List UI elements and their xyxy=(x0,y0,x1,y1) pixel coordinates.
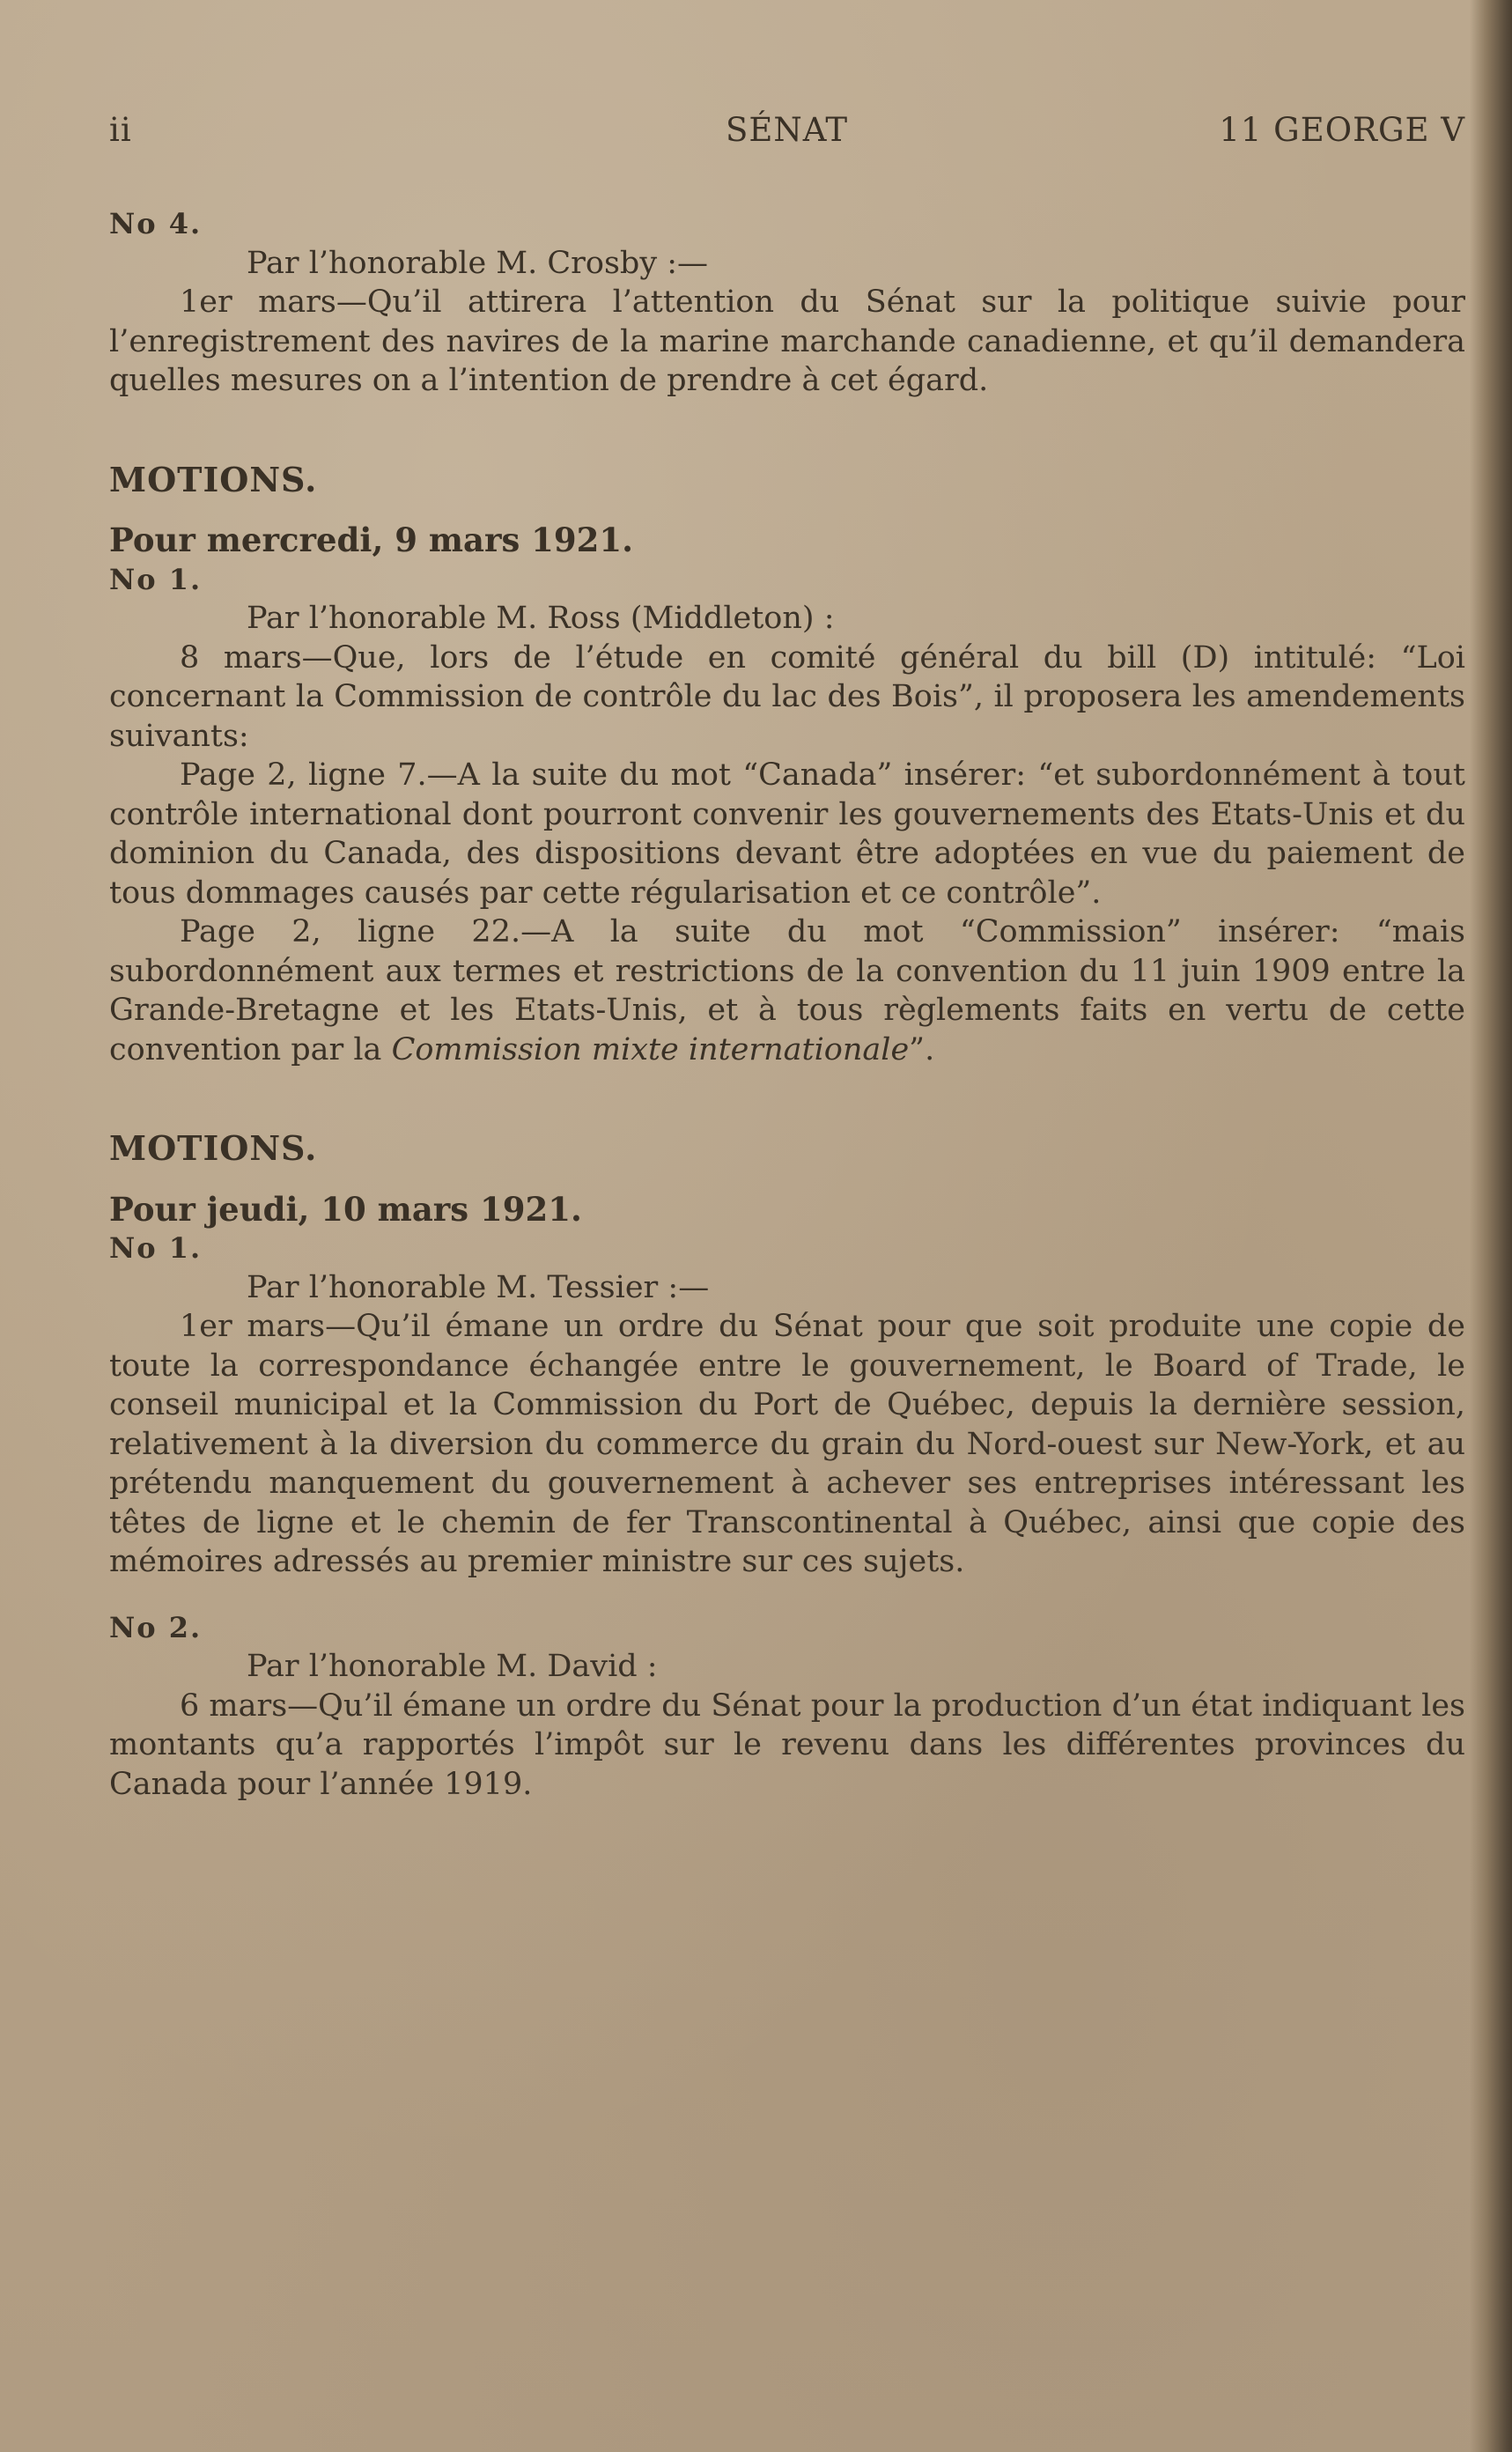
motions-heading: MOTIONS. xyxy=(109,459,318,499)
motions-wednesday xyxy=(109,461,1465,1070)
motion-italic-text: Commission mixte internationale xyxy=(391,1031,910,1067)
notice-text: 1er mars—Qu’il attirera l’attention du Sénat sur la politique suivie pour l’enregistrement des navires de la marine marchande canadienne, et qu’il demandera quelles mesures on a l’intention de prendre à cet égard. xyxy=(109,284,1465,398)
motion-author: Par l’honorable M. Ross (Middleton) : xyxy=(247,601,835,636)
motion-paragraph: 8 mars—Que, lors de l’étude en comité général du bill (D) intitulé: “Loi concernant la Commission de contrôle du lac des Bois”, il proposera les amendements suivants: xyxy=(109,639,1465,754)
motion-text: 1er mars—Qu’il émane un ordre du Sénat pour que soit produite une copie de toute la correspondance échangée entre le gouvernement, le Board of Trade, le conseil municipal et la Commission du Port de Québec, depuis la dernière session, relativement à la diversion du commerce du grain du Nord-ouest sur New-York, et au prétendu manquement du gouvernement à achever ses entreprises intéressant les têtes de ligne et le chemin de fer Transcontinental à Québec, ainsi que copie des mémoires adressés au premier ministre sur ces sujets. xyxy=(109,1309,1465,1579)
page-body xyxy=(109,204,1465,1804)
motion-author: Par l’honorable M. Tessier :— xyxy=(247,1269,710,1305)
running-header xyxy=(109,111,1465,155)
header-session: 11 GEORGE V xyxy=(1219,111,1465,149)
motion-paragraph xyxy=(109,912,1465,1069)
motion-text: Page 2, ligne 22.—A la suite du mot “Commission” insérer: “mais subordonnément aux termes et restrictions de la convention du 11 juin 1909 entre la Grande-Bretagne et les Etats-Unis, et à tous règlements faits en vertu de cette convention par la xyxy=(109,914,1465,1067)
motion-author: Par l’honorable M. David : xyxy=(247,1649,658,1684)
motions-date: Pour mercredi, 9 mars 1921. xyxy=(109,521,634,559)
motion-text-end: ”. xyxy=(909,1031,935,1067)
motion-text: 6 mars—Qu’il émane un ordre du Sénat pour la production d’un état indiquant les montants qu’a rapportés l’impôt sur le revenu dans les différentes provinces du Canada pour l’année 1919. xyxy=(109,1688,1465,1802)
page-edge-shadow xyxy=(1470,0,1512,2452)
header-title: SÉNAT xyxy=(726,111,849,149)
motion-number: No 1. xyxy=(109,562,203,596)
motions-thursday xyxy=(109,1129,1465,1804)
notice-author: Par l’honorable M. Crosby :— xyxy=(247,245,709,281)
notice-number: No 4. xyxy=(109,207,203,240)
motions-date: Pour jeudi, 10 mars 1921. xyxy=(109,1189,582,1229)
page-number: ii xyxy=(109,111,132,149)
motion-number: No 1. xyxy=(109,1231,203,1265)
motion-paragraph: Page 2, ligne 7.—A la suite du mot “Canada” insérer: “et subordonnément à tout contrôle international dont pourront convenir les gouvernements des Etats-Unis et du dominion du Canada, des dispositions devant être adoptées en vue du paiement de tous dommages causés par cette régularisation et ce contrôle”. xyxy=(109,757,1465,911)
notice-4 xyxy=(109,204,1465,401)
motion-number: No 2. xyxy=(109,1610,203,1644)
motions-heading: MOTIONS. xyxy=(109,1128,318,1168)
